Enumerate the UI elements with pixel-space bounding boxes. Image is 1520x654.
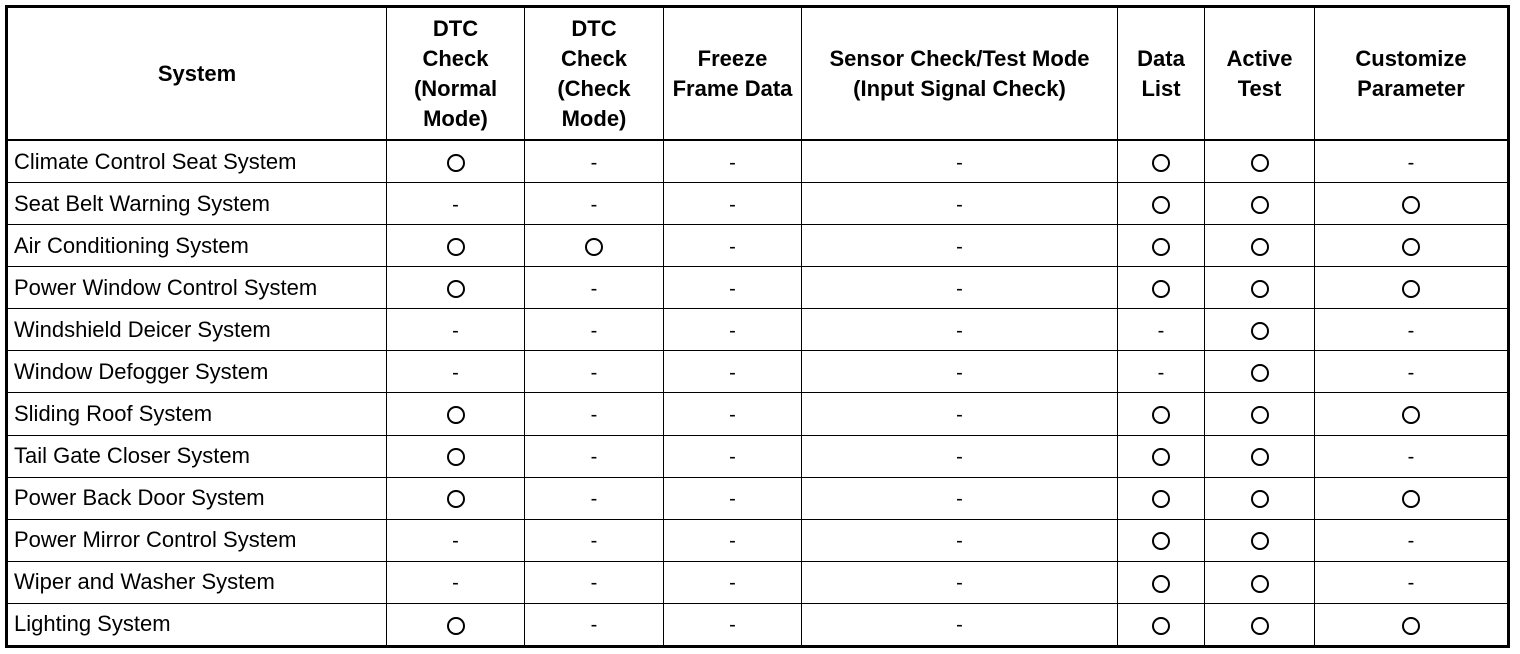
cell-sensor-check-test-mode [802,393,1118,435]
not-supported-dash: - [590,151,598,174]
not-supported-dash: - [590,488,598,511]
supported-circle-icon [1251,575,1269,593]
header-customize-parameter: Customize Parameter [1315,7,1509,141]
not-supported-dash: - [590,404,598,426]
supported-circle-icon [447,448,465,466]
cell-dtc-check-check-mode [525,477,664,519]
table-row [7,603,1509,646]
cell-sensor-check-test-mode [802,183,1118,225]
cell-sensor-check-test-mode [802,225,1118,267]
supported-circle-icon [447,280,465,298]
supported-circle-icon [1251,448,1269,466]
cell-freeze-frame-data [664,435,802,477]
header-active-test: Active Test [1205,7,1315,141]
cell-data-list [1118,561,1205,603]
supported-circle-icon [1402,196,1420,214]
supported-circle-icon [1251,406,1269,424]
cell-dtc-check-check-mode [525,603,664,646]
table-row [7,267,1509,309]
not-supported-dash: - [590,193,598,216]
cell-customize-parameter [1315,435,1509,477]
cell-data-list [1118,351,1205,393]
header-dtc-check-normal-mode: DTC Check (Normal Mode) [387,7,525,141]
not-supported-dash: - [452,193,459,216]
supported-circle-icon [1402,406,1420,424]
supported-circle-icon [1152,280,1170,298]
not-supported-dash: - [956,277,963,300]
not-supported-dash: - [590,530,598,553]
not-supported-dash: - [956,319,963,342]
not-supported-dash: - [729,488,736,511]
not-supported-dash: - [452,319,459,342]
cell-dtc-check-check-mode [525,351,664,393]
not-supported-dash: - [1407,151,1415,174]
cell-dtc-check-normal-mode [387,183,525,225]
cell-dtc-check-normal-mode [387,435,525,477]
not-supported-dash: - [956,572,963,595]
cell-dtc-check-normal-mode [387,561,525,603]
header-system: System [7,7,387,141]
not-supported-dash: - [452,572,459,595]
cell-freeze-frame-data [664,267,802,309]
not-supported-dash: - [590,361,598,384]
not-supported-dash: - [956,361,963,384]
not-supported-dash: - [1407,361,1415,384]
cell-dtc-check-check-mode [525,225,664,267]
cell-dtc-check-check-mode [525,435,664,477]
cell-customize-parameter [1315,267,1509,309]
cell-freeze-frame-data [664,225,802,267]
table-header [7,7,1509,141]
cell-dtc-check-check-mode [525,183,664,225]
header-dtc-check-check-mode: DTC Check (Check Mode) [525,7,664,141]
supported-circle-icon [1152,154,1170,172]
cell-freeze-frame-data [664,309,802,351]
supported-circle-icon [1251,532,1269,550]
table-row [7,519,1509,561]
cell-active-test [1205,561,1315,603]
cell-data-list [1118,435,1205,477]
cell-freeze-frame-data [664,603,802,646]
cell-active-test [1205,225,1315,267]
system-name-cell: Sliding Roof System [7,393,387,435]
cell-dtc-check-normal-mode [387,477,525,519]
cell-freeze-frame-data [664,183,802,225]
not-supported-dash: - [729,530,736,553]
table-row [7,351,1509,393]
cell-dtc-check-normal-mode [387,603,525,646]
not-supported-dash: - [729,151,736,174]
not-supported-dash: - [956,404,963,426]
cell-sensor-check-test-mode [802,561,1118,603]
cell-active-test [1205,393,1315,435]
cell-dtc-check-check-mode [525,140,664,183]
table-row [7,561,1509,603]
table-row [7,477,1509,519]
cell-customize-parameter [1315,561,1509,603]
cell-freeze-frame-data [664,351,802,393]
supported-circle-icon [1402,280,1420,298]
not-supported-dash: - [729,446,736,469]
cell-dtc-check-normal-mode [387,393,525,435]
cell-active-test [1205,603,1315,646]
header-freeze-frame-data: Freeze Frame Data [664,7,802,141]
not-supported-dash: - [956,151,963,174]
cell-active-test [1205,183,1315,225]
cell-active-test [1205,267,1315,309]
cell-freeze-frame-data [664,519,802,561]
not-supported-dash: - [729,235,736,258]
not-supported-dash: - [1407,572,1415,595]
cell-sensor-check-test-mode [802,351,1118,393]
cell-dtc-check-normal-mode [387,309,525,351]
system-name-cell: Tail Gate Closer System [7,435,387,477]
supported-circle-icon [1152,196,1170,214]
cell-data-list [1118,140,1205,183]
not-supported-dash: - [590,446,598,469]
supported-circle-icon [1152,238,1170,256]
cell-sensor-check-test-mode [802,477,1118,519]
cell-customize-parameter [1315,519,1509,561]
cell-dtc-check-normal-mode [387,267,525,309]
system-name-cell: Power Mirror Control System [7,519,387,561]
not-supported-dash: - [1157,361,1165,384]
not-supported-dash: - [729,193,736,216]
not-supported-dash: - [956,193,963,216]
not-supported-dash: - [956,235,963,258]
diagnostic-support-table [5,5,1510,648]
cell-active-test [1205,477,1315,519]
not-supported-dash: - [729,319,736,342]
cell-active-test [1205,309,1315,351]
cell-data-list [1118,267,1205,309]
not-supported-dash: - [729,404,736,426]
not-supported-dash: - [590,319,598,342]
supported-circle-icon [1152,448,1170,466]
cell-data-list [1118,393,1205,435]
supported-circle-icon [1251,238,1269,256]
cell-sensor-check-test-mode [802,267,1118,309]
cell-dtc-check-check-mode [525,561,664,603]
cell-active-test [1205,351,1315,393]
system-name-cell: Power Back Door System [7,477,387,519]
system-name-cell: Wiper and Washer System [7,561,387,603]
not-supported-dash: - [729,277,736,300]
cell-active-test [1205,519,1315,561]
cell-data-list [1118,183,1205,225]
cell-active-test [1205,435,1315,477]
cell-sensor-check-test-mode [802,309,1118,351]
supported-circle-icon [1152,490,1170,508]
header-row [7,7,1509,141]
cell-dtc-check-check-mode [525,309,664,351]
system-name-cell: Power Window Control System [7,267,387,309]
not-supported-dash: - [729,572,736,595]
system-name-cell: Lighting System [7,603,387,646]
cell-dtc-check-normal-mode [387,225,525,267]
cell-freeze-frame-data [664,393,802,435]
table-row [7,309,1509,351]
supported-circle-icon [1402,238,1420,256]
table-row [7,393,1509,435]
supported-circle-icon [1152,575,1170,593]
not-supported-dash: - [956,488,963,511]
supported-circle-icon [1251,280,1269,298]
table-row [7,435,1509,477]
cell-customize-parameter [1315,225,1509,267]
not-supported-dash: - [956,614,963,637]
cell-active-test [1205,140,1315,183]
not-supported-dash: - [590,614,598,637]
cell-customize-parameter [1315,603,1509,646]
cell-customize-parameter [1315,477,1509,519]
cell-freeze-frame-data [664,561,802,603]
cell-data-list [1118,225,1205,267]
supported-circle-icon [1251,490,1269,508]
not-supported-dash: - [452,530,459,553]
table-body [7,140,1509,647]
cell-dtc-check-check-mode [525,519,664,561]
supported-circle-icon [1251,617,1269,635]
supported-circle-icon [1251,322,1269,340]
cell-dtc-check-check-mode [525,393,664,435]
table-row [7,225,1509,267]
system-name-cell: Seat Belt Warning System [7,183,387,225]
supported-circle-icon [1152,617,1170,635]
cell-data-list [1118,477,1205,519]
supported-circle-icon [447,490,465,508]
cell-sensor-check-test-mode [802,603,1118,646]
supported-circle-icon [447,238,465,256]
system-name-cell: Window Defogger System [7,351,387,393]
cell-customize-parameter [1315,309,1509,351]
cell-customize-parameter [1315,140,1509,183]
supported-circle-icon [585,238,603,256]
cell-sensor-check-test-mode [802,435,1118,477]
cell-sensor-check-test-mode [802,140,1118,183]
not-supported-dash: - [590,277,598,300]
not-supported-dash: - [1407,446,1415,469]
not-supported-dash: - [1407,319,1415,342]
cell-dtc-check-normal-mode [387,351,525,393]
system-name-cell: Climate Control Seat System [7,140,387,183]
cell-dtc-check-normal-mode [387,519,525,561]
cell-customize-parameter [1315,393,1509,435]
table-row [7,183,1509,225]
table-row [7,140,1509,183]
system-name-cell: Windshield Deicer System [7,309,387,351]
not-supported-dash: - [1407,530,1415,553]
cell-dtc-check-check-mode [525,267,664,309]
supported-circle-icon [1152,406,1170,424]
not-supported-dash: - [729,361,736,384]
not-supported-dash: - [1157,319,1165,342]
cell-data-list [1118,519,1205,561]
cell-data-list [1118,603,1205,646]
cell-dtc-check-normal-mode [387,140,525,183]
supported-circle-icon [1402,490,1420,508]
cell-customize-parameter [1315,351,1509,393]
cell-freeze-frame-data [664,140,802,183]
system-name-cell: Air Conditioning System [7,225,387,267]
not-supported-dash: - [956,530,963,553]
cell-freeze-frame-data [664,477,802,519]
not-supported-dash: - [729,614,736,637]
supported-circle-icon [1251,196,1269,214]
cell-data-list [1118,309,1205,351]
not-supported-dash: - [590,572,598,595]
supported-circle-icon [447,617,465,635]
supported-circle-icon [1152,532,1170,550]
supported-circle-icon [1402,617,1420,635]
not-supported-dash: - [452,361,459,384]
supported-circle-icon [447,154,465,172]
header-data-list: Data List [1118,7,1205,141]
not-supported-dash: - [956,446,963,469]
supported-circle-icon [1251,154,1269,172]
cell-sensor-check-test-mode [802,519,1118,561]
header-sensor-check-test-mode: Sensor Check/Test Mode (Input Signal Check) [802,7,1118,141]
supported-circle-icon [1251,364,1269,382]
cell-customize-parameter [1315,183,1509,225]
supported-circle-icon [447,406,465,424]
